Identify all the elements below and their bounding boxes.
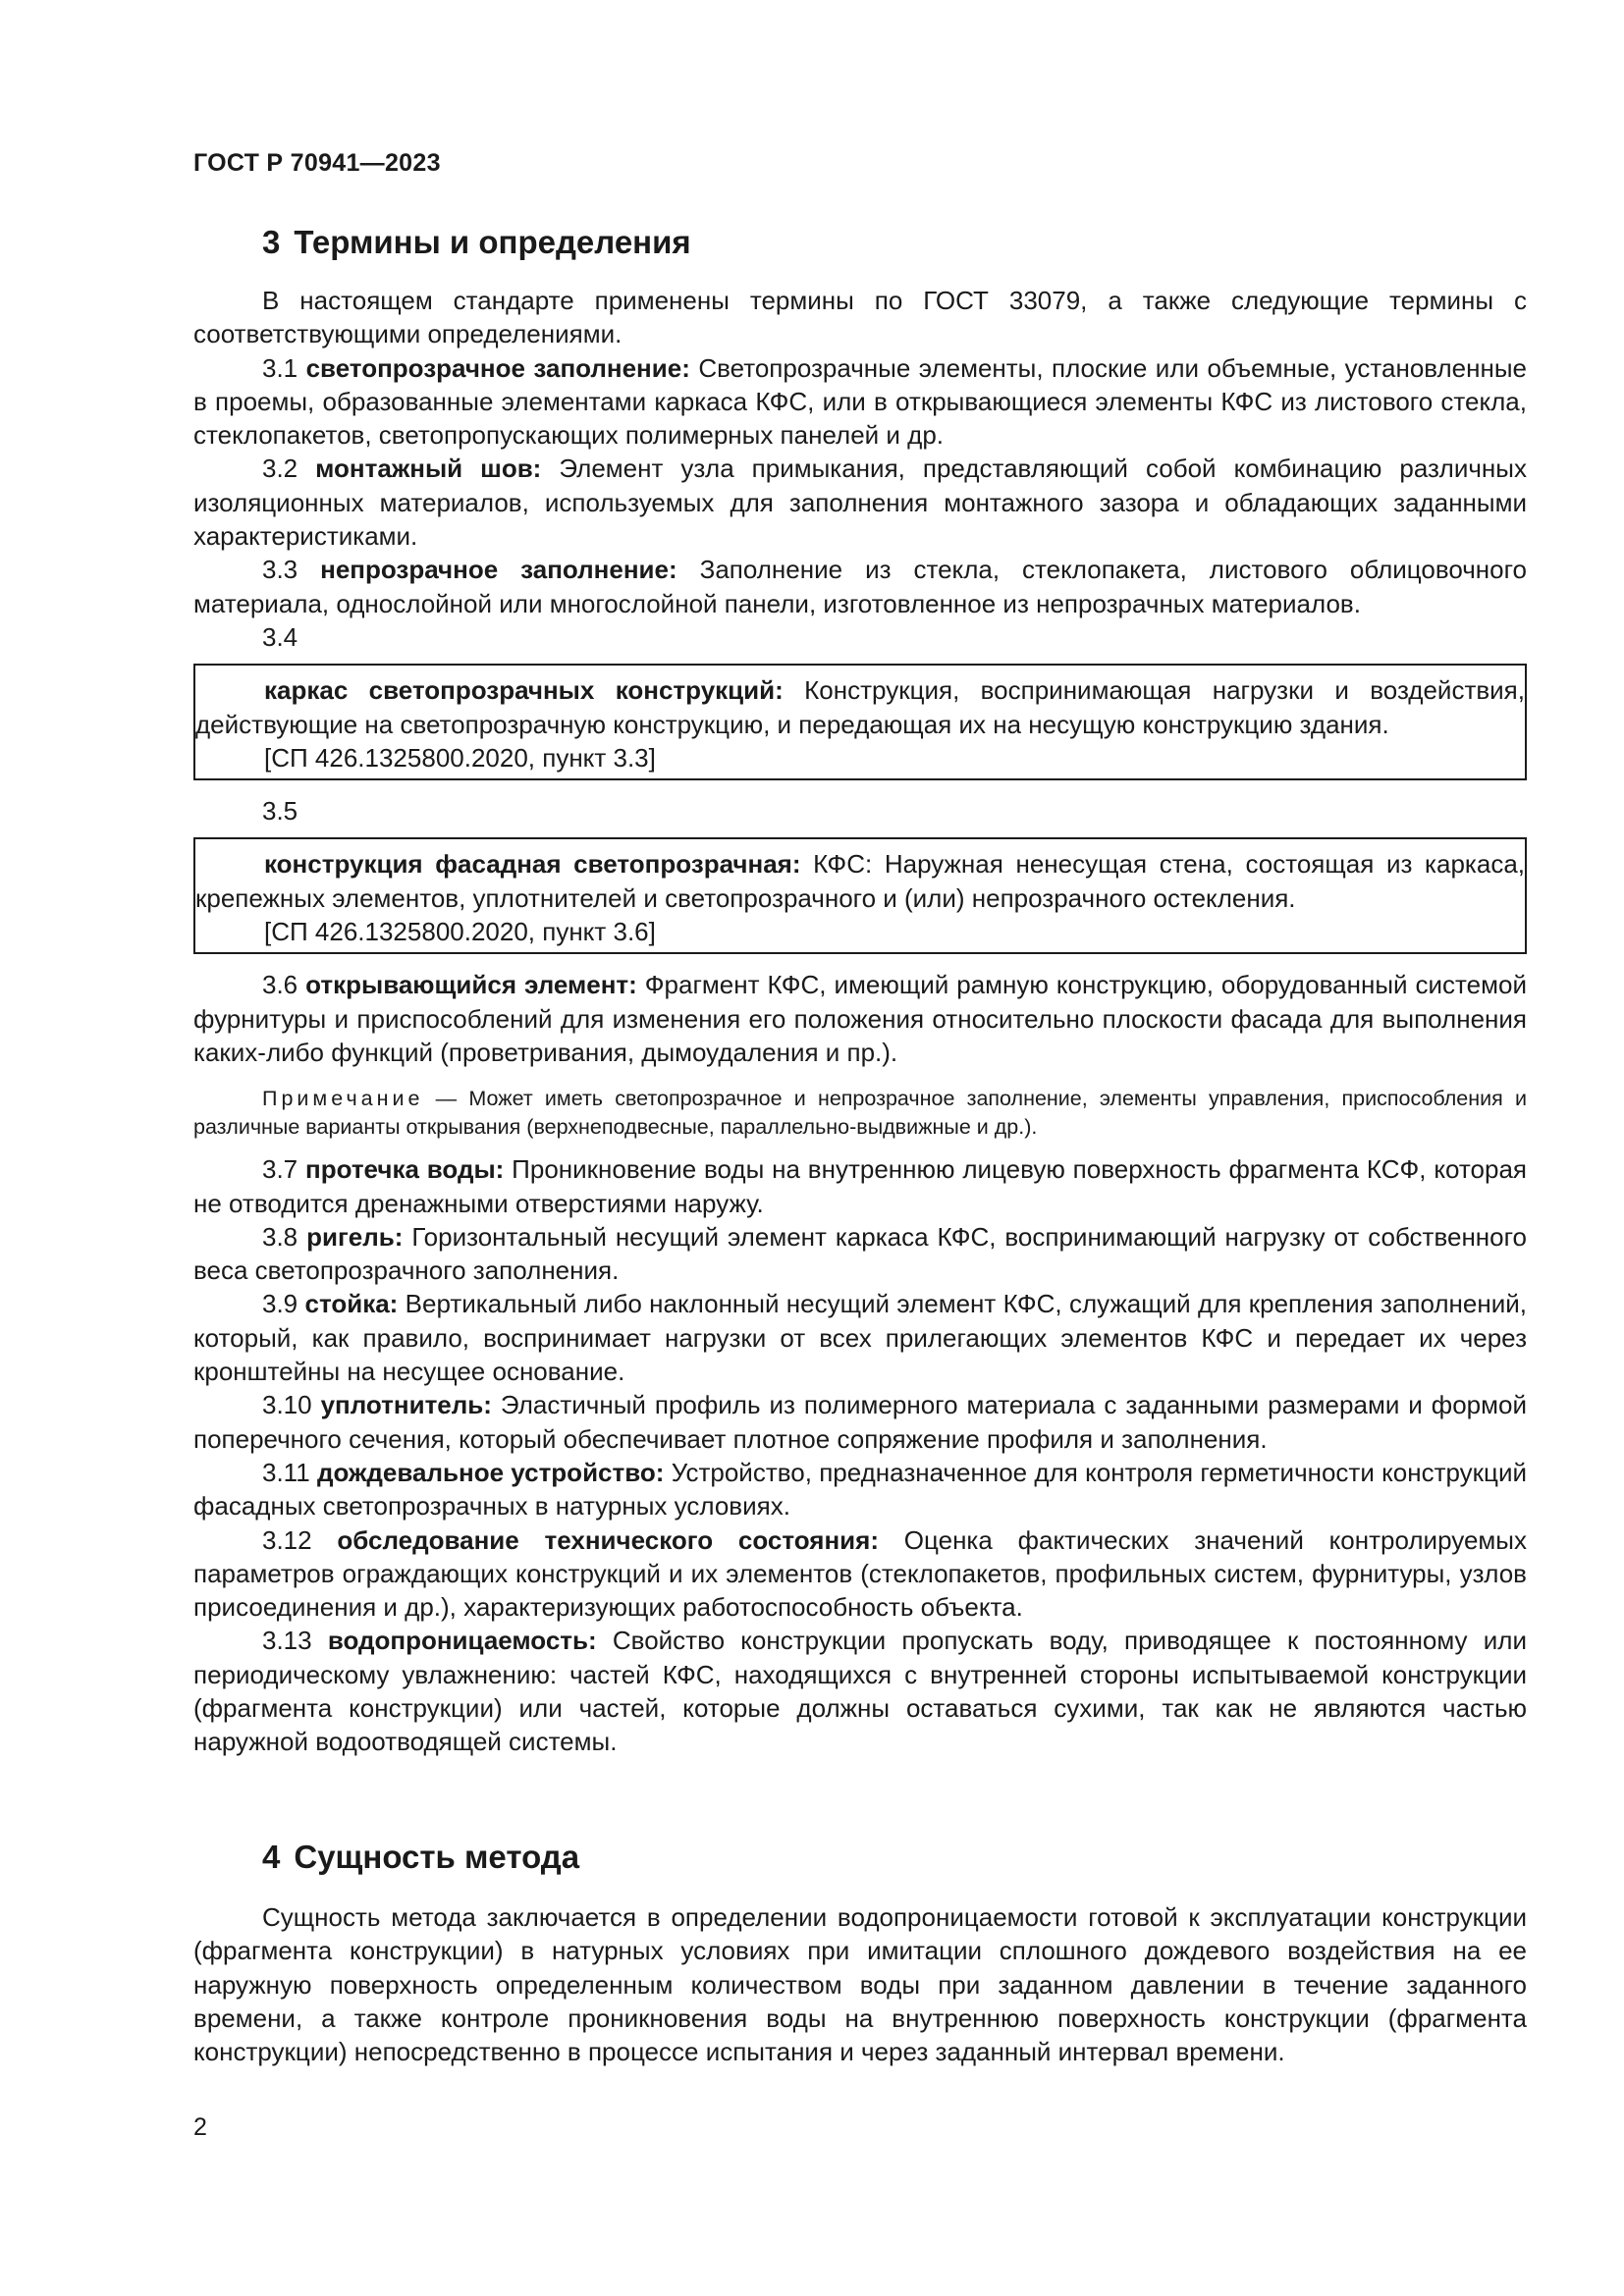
term-definition: Фрагмент КФС, имеющий рамную конструкцию, оборудованный системой фурнитуры и приспособлений для изменения его положения относительно плоскости фасада для выполнения каких-либо функций (проветривания, дымоудаления и пр.). [193,970,1527,1067]
section-4-text: Сущность метода заключается в определении водопроницаемости готовой к эксплуатации конструкции (фрагмента конструкции) в натурных условиях при имитации сплошного дождевого воздействия на ее наружную поверхность определенным количеством воды при заданном давлении в течение заданного времени, а также контроле проникновения воды на внутреннюю поверхность конструкции (фрагмента конструкции) непосредственно в процессе испытания и через заданный интервал времени. [193,1902,1527,2067]
note [193,1085,1527,1141]
term-definition: Оценка фактических значений контролируемых параметров ограждающих конструкций и их элементов (стеклопакетов, профильных систем, фурнитуры, узлов присоединения и др.), характеризующих работоспособность объекта. [193,1524,1527,1623]
term-name: уплотнитель: [320,1390,492,1420]
term-3-13 [193,1624,1527,1758]
term-name: водопроницаемость: [327,1626,597,1656]
term-definition: Элемент узла примыкания, представляющий собой комбинацию различных изоляционных материалов, используемых для заполнения монтажного зазора и обладающих заданными характеристиками. [193,454,1527,552]
term-number: 3.8 [262,1221,298,1252]
term-number: 3.7 [262,1154,298,1185]
term-3-8 [193,1220,1527,1288]
note-label: Примечание [262,1087,424,1111]
term-definition: Горизонтальный несущий элемент каркаса КФС, воспринимающий нагрузку от собственного веса светопрозрачного заполнения. [193,1221,1527,1286]
term-3-5-number: 3.5 [262,796,298,827]
term-3-2 [193,452,1527,553]
section-number: 3 [262,224,281,260]
term-definition: КФС: Наружная ненесущая стена, состоящая из каркаса, крепежных элементов, уплотнителей и светопрозрачного и (или) непрозрачного остекления. [195,849,1525,913]
term-name: протечка воды: [305,1154,505,1185]
term-source: [СП 426.1325800.2020, пункт 3.6] [264,917,656,947]
term-3-7 [193,1152,1527,1220]
term-source: [СП 426.1325800.2020, пункт 3.3] [264,742,656,773]
term-3-6 [193,968,1527,1069]
term-definition: Конструкция, воспринимающая нагрузки и воздействия, действующие на светопрозрачную конструкцию, и передающая их на несущую конструкцию здания. [195,675,1525,739]
term-number: 3.13 [262,1626,312,1656]
document-id: ГОСТ Р 70941—2023 [193,149,441,177]
section-4-heading [262,1839,579,1876]
term-definition: Свойство конструкции пропускать воду, приводящее к постоянному или периодическому увлажнению: частей КФС, находящихся с внутренней стороны испытываемой конструкции (фрагмента конструкции) или частей, которые должны оставаться сухими, так как не являются частью наружной водоотводящей системы. [193,1626,1527,1757]
term-definition: Проникновение воды на внутреннюю лицевую поверхность фрагмента КСФ, которая не отводится дренажными отверстиями наружу. [193,1154,1527,1218]
term-3-3 [193,553,1527,620]
term-3-4-box [193,664,1527,780]
term-definition: Вертикальный либо наклонный несущий элемент КФС, служащий для крепления заполнений, который, как правило, воспринимает нагрузки от всех прилегающих элементов КФС и передает их через кронштейны на несущее основание. [193,1289,1528,1387]
term-name: монтажный шов: [315,454,542,484]
term-3-1 [193,351,1527,453]
section-intro: В настоящем стандарте применены термины по ГОСТ 33079, а также следующие термины с соответствующими определениями. [193,286,1527,349]
term-3-5 [195,847,1525,915]
term-3-4 [195,673,1525,741]
term-number: 3.6 [262,970,298,1000]
section-number: 4 [262,1839,281,1875]
note-text: — Может иметь светопрозрачное и непрозрачное заполнение, элементы управления, приспособления и различные варианты открывания (верхнеподвесные, параллельно-выдвижные и др.). [193,1087,1527,1139]
term-name: конструкция фасадная светопрозрачная: [264,849,801,880]
term-definition: Устройство, предназначенное для контроля герметичности конструкций фасадных светопрозрачных в натурных условиях. [193,1457,1527,1522]
term-name: обследование технического состояния: [337,1524,879,1555]
term-name: дождевальное устройство: [316,1457,665,1487]
term-3-12 [193,1523,1527,1625]
term-3-4-number: 3.4 [262,621,298,652]
term-number: 3.11 [262,1457,310,1487]
term-3-11 [193,1456,1527,1523]
term-definition: Заполнение из стекла, стеклопакета, листового облицовочного материала, однослойной или многослойной панели, изготовленное из непрозрачных материалов. [193,555,1527,618]
section-3-body [193,284,1527,1759]
term-definition: Эластичный профиль из полимерного материала с заданными размерами и формой поперечного сечения, который обеспечивает плотное сопряжение профиля и заполнения. [193,1390,1527,1454]
section-3-heading [262,224,691,261]
section-title: Сущность метода [294,1839,580,1875]
term-name: открывающийся элемент: [305,970,637,1000]
term-name: непрозрачное заполнение: [320,555,677,585]
term-number: 3.9 [262,1289,298,1319]
term-name: каркас светопрозрачных конструкций: [264,675,784,706]
section-4-body [193,1900,1527,2068]
term-number: 3.3 [262,555,298,585]
term-definition: Светопрозрачные элементы, плоские или объемные, установленные в проемы, образованные элементами каркаса КФС, или в открывающиеся элементы КФС из листового стекла, стеклопакетов, светопропускающих полимерных панелей и др. [193,352,1527,451]
document-page [193,0,1527,2296]
term-3-5-box [193,837,1527,954]
term-name: ригель: [306,1221,404,1252]
term-name: светопрозрачное заполнение: [305,352,690,383]
term-name: стойка: [304,1289,399,1319]
section-title: Термины и определения [294,224,691,260]
term-3-9 [193,1287,1527,1388]
term-number: 3.1 [262,352,298,383]
term-number: 3.12 [262,1524,312,1555]
term-number: 3.2 [262,454,298,484]
page-number: 2 [193,2113,207,2141]
term-number: 3.10 [262,1390,312,1420]
term-3-10 [193,1388,1527,1456]
